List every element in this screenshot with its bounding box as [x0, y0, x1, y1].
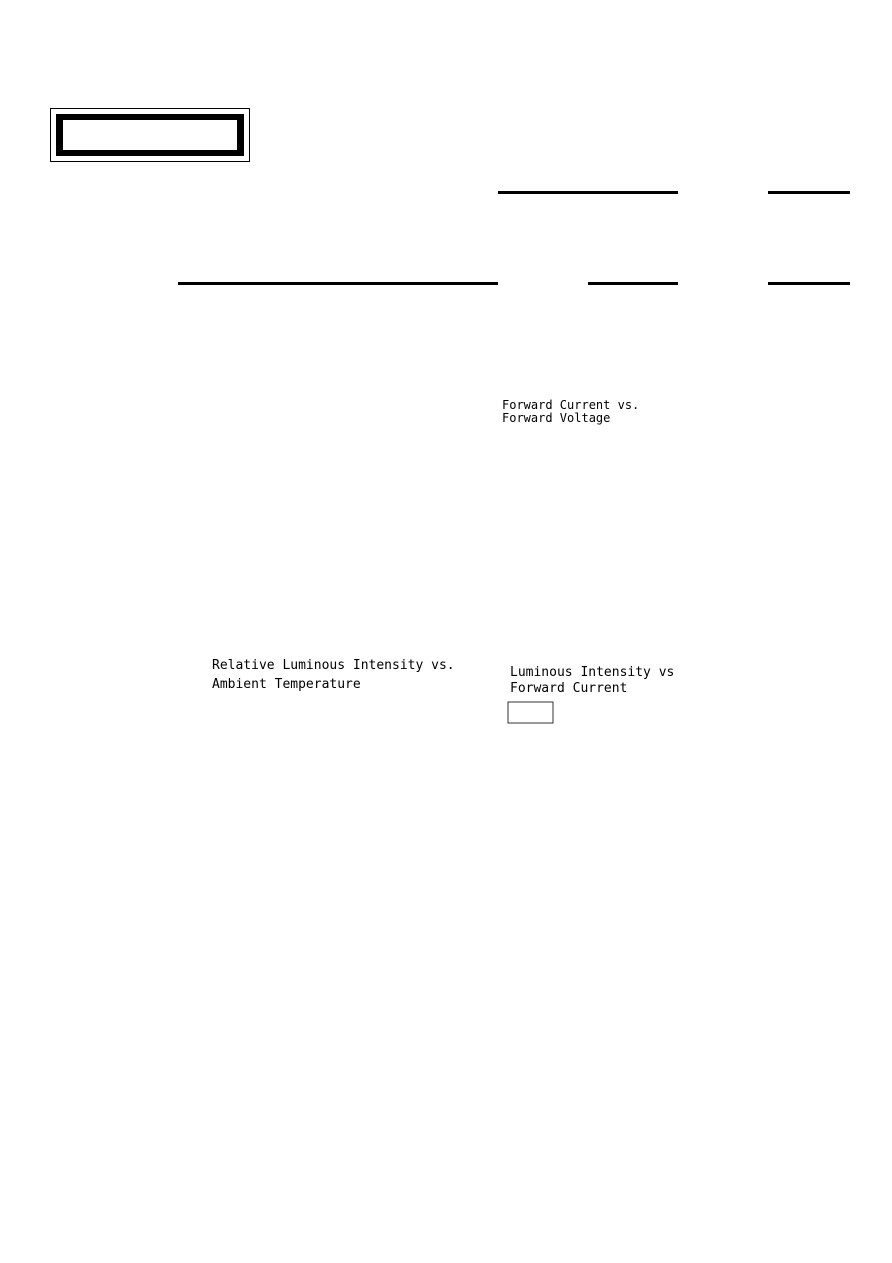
- if-vf-title-line2: Forward Voltage: [502, 411, 611, 425]
- iv-temp-title-line2: Ambient Temperature: [212, 677, 361, 692]
- iv-if-title-line2: Forward Current: [510, 681, 628, 696]
- if-vf-title-line1: Forward Current vs.: [502, 398, 640, 412]
- iv-temp-title-line1: Relative Luminous Intensity vs.: [212, 658, 455, 673]
- iv-if-title-line1: Luminous Intensity vs: [510, 665, 675, 680]
